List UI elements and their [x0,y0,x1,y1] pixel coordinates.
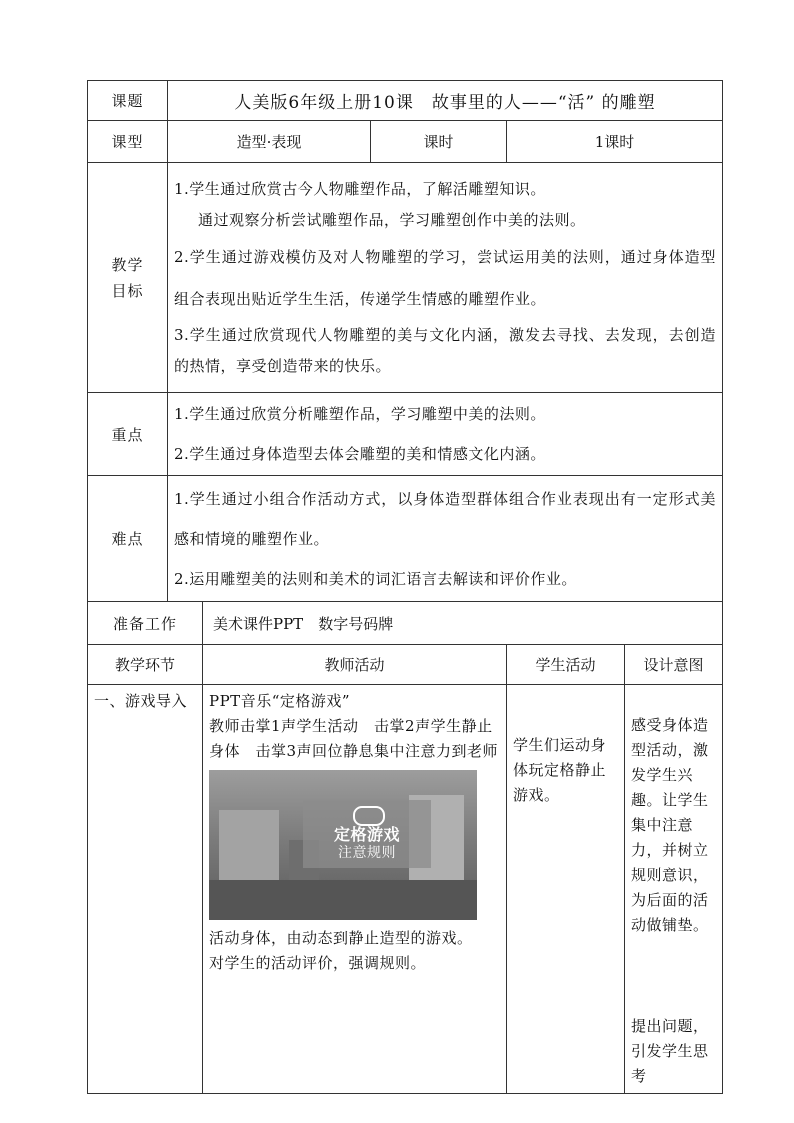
type-row [88,121,723,163]
slide-subtitle: 注意规则 [338,845,396,861]
keypoints-content [168,393,723,476]
goal-item: 3.学生通过欣赏现代人物雕塑的美与文化内涵，激发去寻找、去发现，去创造的热情，享受创造带来的快乐。 [174,325,717,375]
header-teacher: 教师活动 [203,645,507,685]
teacher-steps: 教师击掌1声学生活动 击掌2声学生静止身体 击掌3声回位静息集中注意力到老师 [209,717,499,760]
teacher-after1: 活动身体，由动态到静止造型的游戏。 [209,929,473,947]
stage1-teacher [203,685,507,1094]
game-slide-image [209,770,477,920]
keypoint-item: 1.学生通过欣赏分析雕塑作品，学习雕塑中美的法则。 [174,405,546,423]
stage1-student: 学生们运动身体玩定格静止游戏。 [507,685,625,1094]
design-intent-2: 提出问题，引发学生思考 [631,1017,709,1085]
design-intent-1: 感受身体造型活动，激发学生兴趣。让学生集中注意力，并树立规则意识，为后面的活动做铺垫。 [631,716,709,934]
prep-value: 美术课件PPT 数字号码牌 [203,602,723,645]
goals-label-text: 教学目标 [111,255,144,300]
prep-row [88,602,723,645]
stage1-design [625,685,723,1094]
goal-item: 通过观察分析尝试雕塑作品，学习雕塑创作中美的法则。 [198,210,586,229]
title-label: 课题 [88,81,168,121]
stage1-name: 一、游戏导入 [88,685,203,1094]
title-row [88,81,723,121]
lesson-title: 人美版6年级上册10课 故事里的人——“活” 的雕塑 [168,81,723,121]
keypoints-label: 重点 [88,393,168,476]
goals-row [88,163,723,393]
difficulty-item: 1.学生通过小组合作活动方式，以身体造型群体组合作业表现出有一定形式美感和情境的雕塑作业。 [174,489,717,548]
keypoints-row [88,393,723,476]
type-value: 造型·表现 [168,121,371,163]
header-student: 学生活动 [507,645,625,685]
hours-label: 课时 [371,121,507,163]
goals-label [88,163,168,393]
goal-item: 1.学生通过欣赏古今人物雕塑作品，了解活雕塑知识。 [174,179,546,198]
goal-item: 2.学生通过游戏模仿及对人物雕塑的学习，尝试运用美的法则，通过身体造型组合表现出贴近学生生活，传递学生情感的雕塑作业。 [174,247,717,308]
header-design: 设计意图 [625,645,723,685]
difficulties-label: 难点 [88,476,168,602]
difficulty-item: 2.运用雕塑美的法则和美术的词汇语言去解读和评价作业。 [174,569,577,588]
header-stage: 教学环节 [88,645,203,685]
difficulties-content [168,476,723,602]
slide-title: 定格游戏 [333,825,400,844]
teacher-intro: PPT音乐“定格游戏” [209,692,351,710]
lesson-plan-table [87,80,723,1094]
prep-label: 准备工作 [88,602,203,645]
stage1-row [88,685,723,1094]
type-label: 课型 [88,121,168,163]
teacher-after2: 对学生的活动评价，强调规则。 [209,954,427,972]
goals-content [168,163,723,393]
keypoint-item: 2.学生通过身体造型去体会雕塑的美和情感文化内涵。 [174,445,546,463]
difficulties-row [88,476,723,602]
header-row [88,645,723,685]
gamepad-icon [353,806,385,826]
slide-caption [303,800,431,868]
hours-value: 1课时 [507,121,723,163]
